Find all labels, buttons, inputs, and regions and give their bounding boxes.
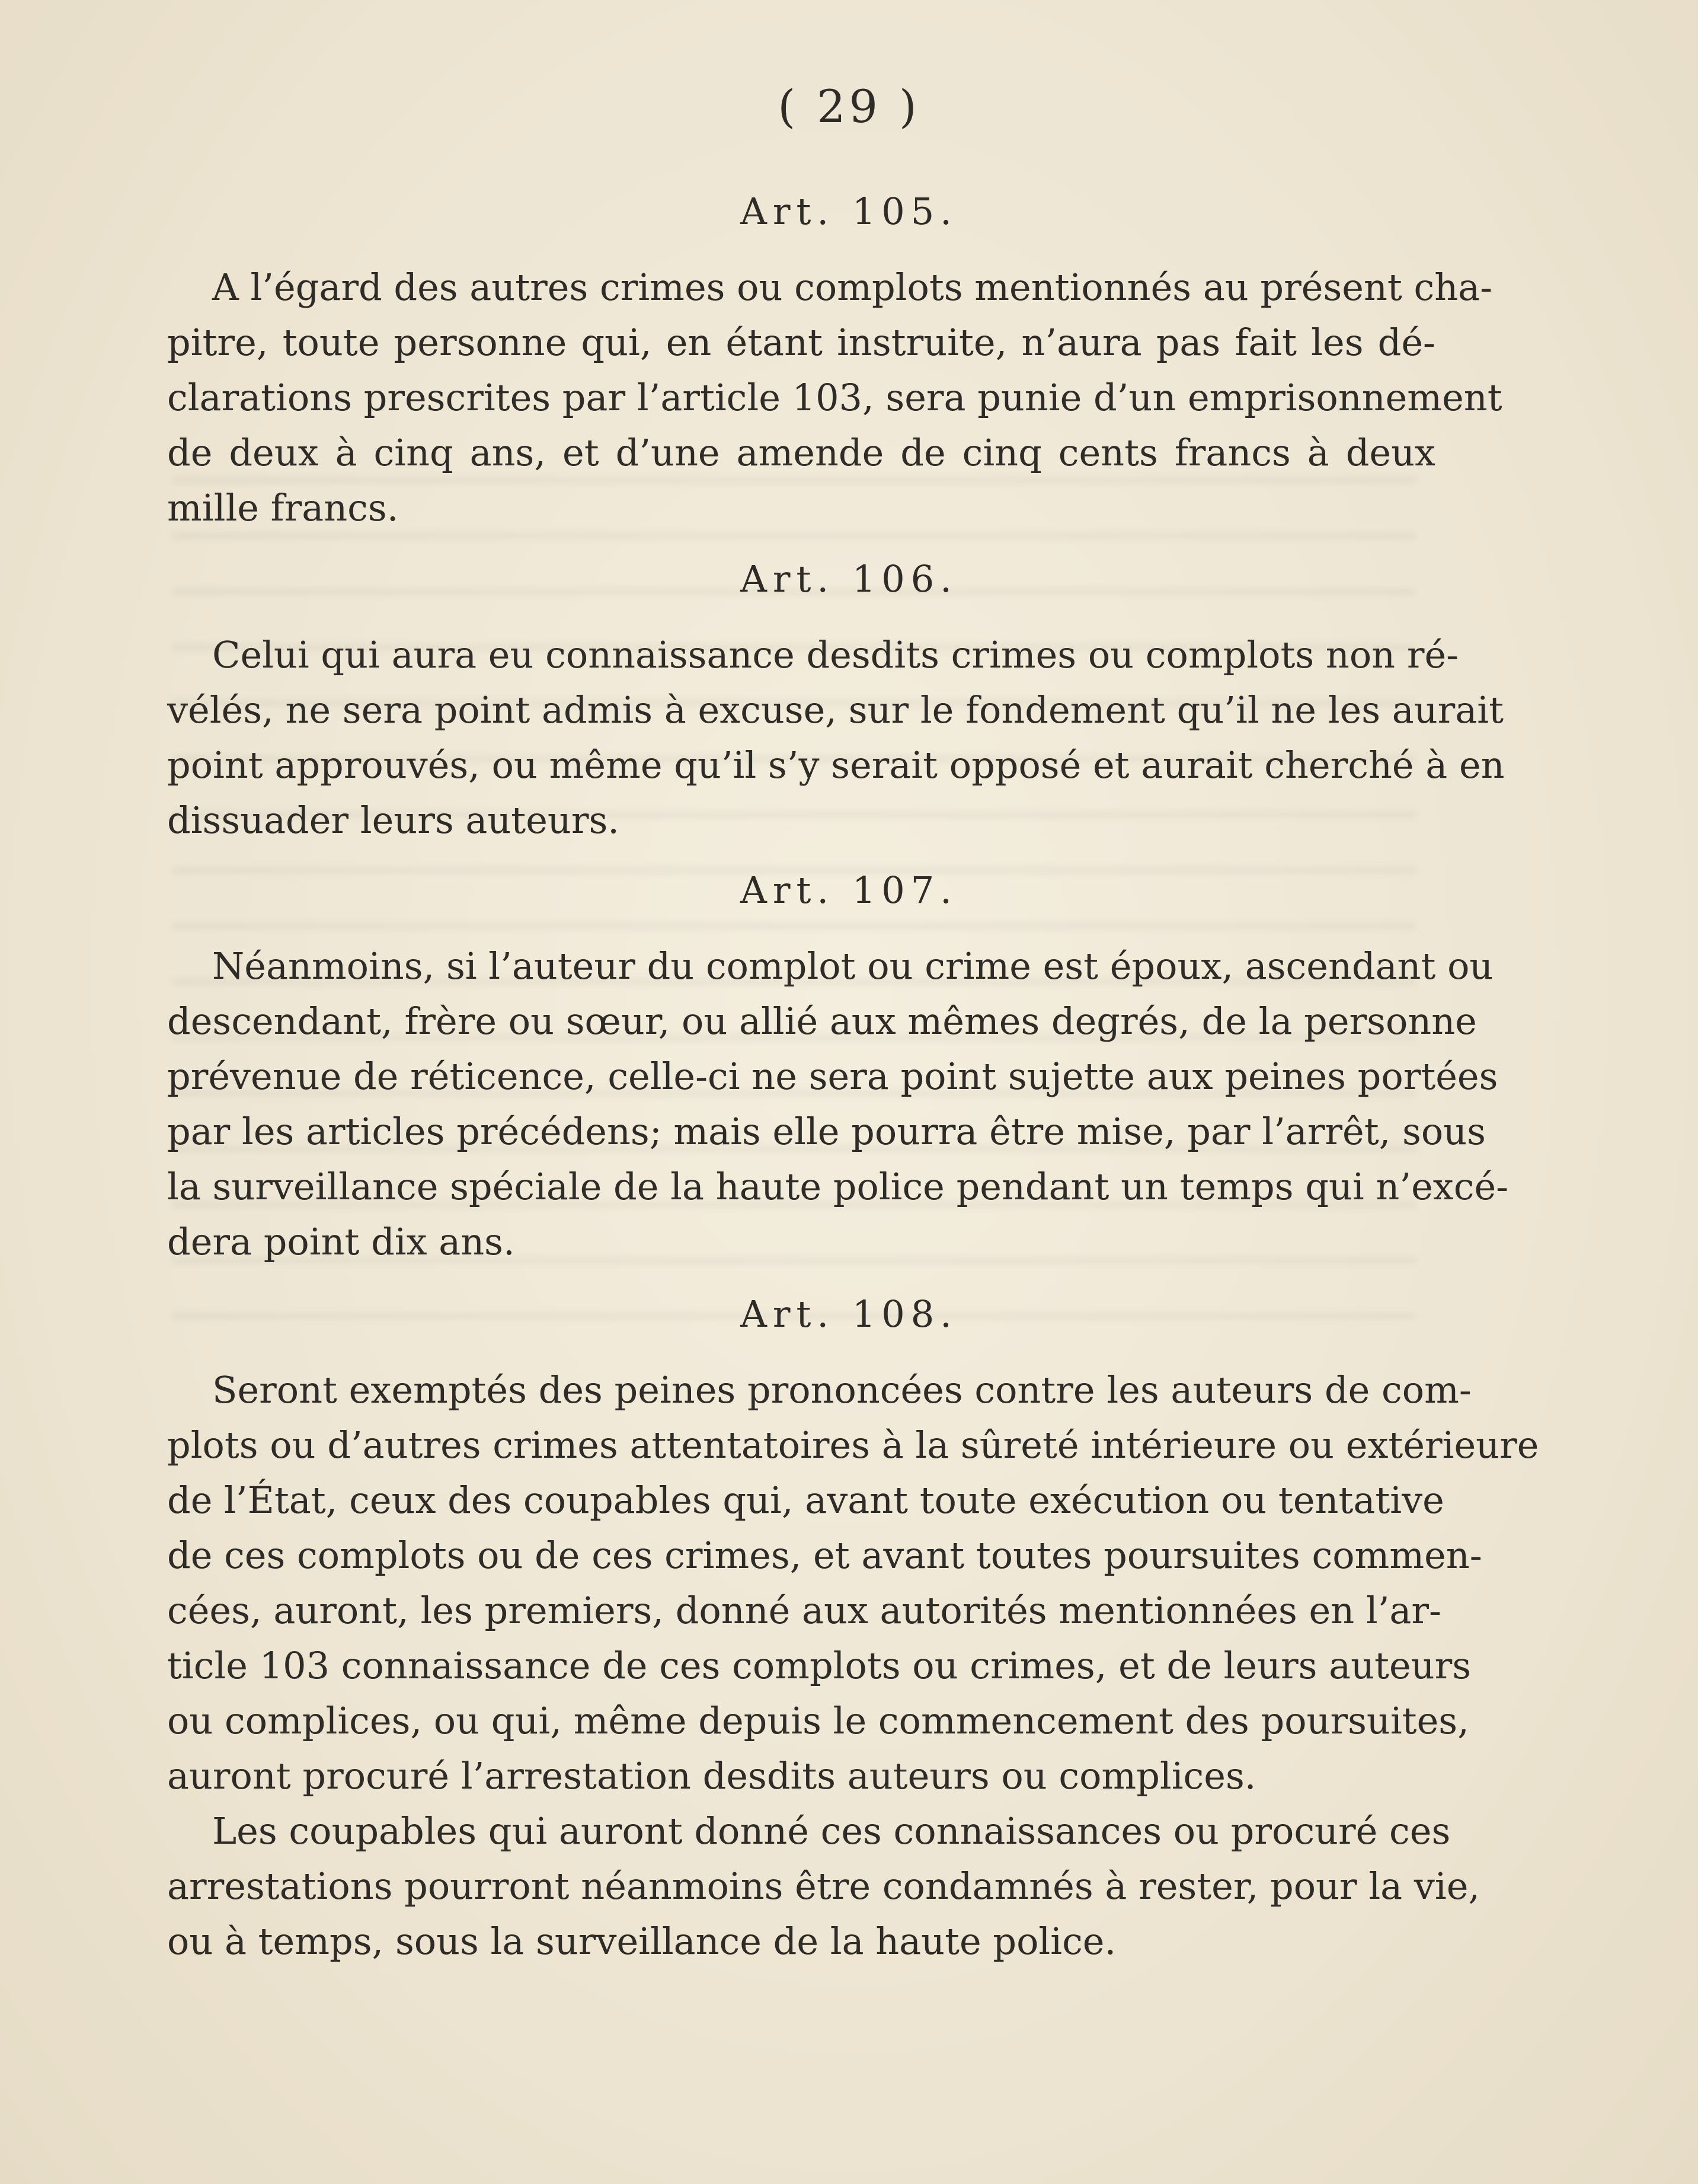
text-line: mille francs. [167,486,399,529]
text-line: descendant, frère ou sœur, ou allié aux mêmes degrés, de la personne [167,1000,1477,1043]
text-line: la surveillance spéciale de la haute police pendant un temps qui n’excé- [167,1165,1509,1208]
text-line: pitre, toute personne qui, en étant instruite, n’aura pas fait les dé- [167,321,1435,364]
text-line: Les coupables qui auront donné ces connaissances ou procuré ces [212,1809,1451,1853]
text-line: plots ou d’autres crimes attentatoires à la sûreté intérieure ou extérieure [167,1423,1539,1467]
text-line: A l’égard des autres crimes ou complots mentionnés au présent cha- [212,266,1493,309]
text-line: Seront exemptés des peines prononcées contre les auteurs de com- [212,1368,1472,1412]
text-line: Celui qui aura eu connaissance desdits crimes ou complots non ré- [212,633,1459,676]
text-line: ou à temps, sous la surveillance de la haute police. [167,1920,1117,1963]
text-line: Néanmoins, si l’auteur du complot ou crime est époux, ascendant ou [212,944,1494,988]
page-number: ( 29 ) [778,80,920,133]
article-heading: Art. 105. [740,190,958,233]
text-line: vélés, ne sera point admis à excuse, sur le fondement qu’il ne les aurait [167,688,1504,732]
text-line: point approuvés, ou même qu’il s’y serait opposé et aurait cherché à en [167,743,1505,787]
text-line: par les articles précédens; mais elle pourra être mise, par l’arrêt, sous [167,1110,1486,1153]
text-line: clarations prescrites par l’article 103, sera punie d’un emprisonnement [167,376,1502,419]
text-line: de l’État, ceux des coupables qui, avant toute exécution ou tentative [167,1479,1444,1522]
text-line: ou complices, ou qui, même depuis le commencement des poursuites, [167,1699,1469,1742]
text-line: prévenue de réticence, celle-ci ne sera point sujette aux peines portées [167,1055,1498,1098]
text-line: dissuader leurs auteurs. [167,799,619,842]
article-heading: Art. 108. [740,1292,958,1336]
text-line: dera point dix ans. [167,1220,515,1263]
text-line: de deux à cinq ans, et d’une amende de cinq cents francs à deux [167,431,1435,474]
article-heading: Art. 106. [740,557,958,601]
text-line: cées, auront, les premiers, donné aux autorités mentionnées en l’ar- [167,1589,1441,1632]
article-heading: Art. 107. [740,869,958,912]
text-line: de ces complots ou de ces crimes, et avant toutes poursuites commen- [167,1534,1482,1577]
text-line: arrestations pourront néanmoins être condamnés à rester, pour la vie, [167,1864,1480,1908]
text-line: ticle 103 connaissance de ces complots ou crimes, et de leurs auteurs [167,1644,1472,1687]
text-line: auront procuré l’arrestation desdits auteurs ou complices. [167,1754,1256,1797]
